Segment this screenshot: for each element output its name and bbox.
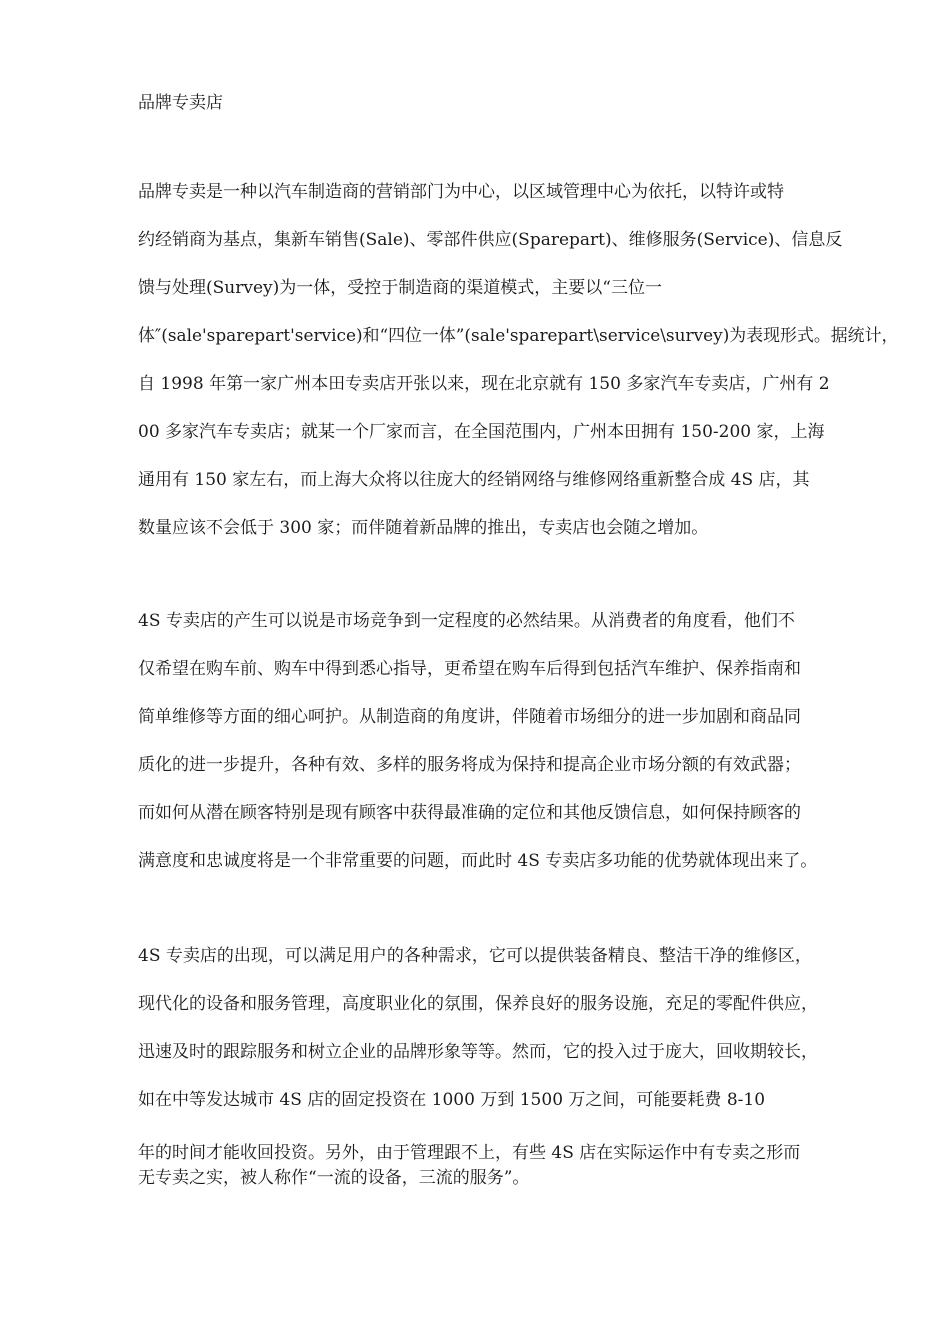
paragraph-2-line: 简单维修等方面的细心呵护。从制造商的角度讲，伴随着市场细分的进一步加剧和商品同 <box>138 707 801 727</box>
paragraph-3-line: 如在中等发达城市 4S 店的固定投资在 1000 万到 1500 万之间，可能要耗费 8-10 <box>138 1090 766 1110</box>
paragraph-2-line: 而如何从潜在顾客特别是现有顾客中获得最准确的定位和其他反馈信息，如何保持顾客的 <box>138 803 801 823</box>
paragraph-3-line: 4S 专卖店的出现，可以满足用户的各种需求，它可以提供装备精良、整洁干净的维修区， <box>138 946 812 966</box>
paragraph-1-line: 品牌专卖是一种以汽车制造商的营销部门为中心，以区域管理中心为依托，以特许或特 <box>138 182 784 202</box>
paragraph-3-line: 现代化的设备和服务管理，高度职业化的氛围，保养良好的服务设施，充足的零配件供应， <box>138 994 818 1014</box>
paragraph-3-line: 无专卖之实，被人称作“一流的设备，三流的服务”。 <box>138 1168 530 1188</box>
paragraph-1-line: 00 多家汽车专卖店；就某一个厂家而言，在全国范围内，广州本田拥有 150-200 家，上海 <box>138 422 825 442</box>
paragraph-2-line: 满意度和忠诚度将是一个非常重要的问题，而此时 4S 专卖店多功能的优势就体现出来了。 <box>138 851 818 871</box>
paragraph-1-line: 通用有 150 家左右，而上海大众将以往庞大的经销网络与维修网络重新整合成 4S 店，其 <box>138 470 810 490</box>
paragraph-1-line: 数量应该不会低于 300 家；而伴随着新品牌的推出，专卖店也会随之增加。 <box>138 518 709 538</box>
paragraph-3-line: 年的时间才能收回投资。另外，由于管理跟不上，有些 4S 店在实际运作中有专卖之形而 <box>138 1143 801 1163</box>
paragraph-2-line: 仅希望在购车前、购车中得到悉心指导，更希望在购车后得到包括汽车维护、保养指南和 <box>138 659 801 679</box>
paragraph-1-line: 自 1998 年第一家广州本田专卖店开张以来，现在北京就有 150 多家汽车专卖店，广州有 2 <box>138 374 830 394</box>
paragraph-1-line: 约经销商为基点，集新车销售(Sale)、零部件供应(Sparepart)、维修服务(Service)、信息反 <box>138 230 843 250</box>
paragraph-1-line: 体″(sale'sparepart'service)和“四位一体”(sale'sparepart\service\survey)为表现形式。据统计， <box>138 326 899 346</box>
paragraph-2-line: 4S 专卖店的产生可以说是市场竞争到一定程度的必然结果。从消费者的角度看，他们不 <box>138 611 795 631</box>
document-title: 品牌专卖店 <box>138 93 223 113</box>
paragraph-2-line: 质化的进一步提升，各种有效、多样的服务将成为保持和提高企业市场分额的有效武器； <box>138 755 801 775</box>
paragraph-3-line: 迅速及时的跟踪服务和树立企业的品牌形象等等。然而，它的投入过于庞大，回收期较长， <box>138 1042 818 1062</box>
paragraph-1-line: 馈与处理(Survey)为一体，受控于制造商的渠道模式，主要以“三位一 <box>138 278 662 298</box>
